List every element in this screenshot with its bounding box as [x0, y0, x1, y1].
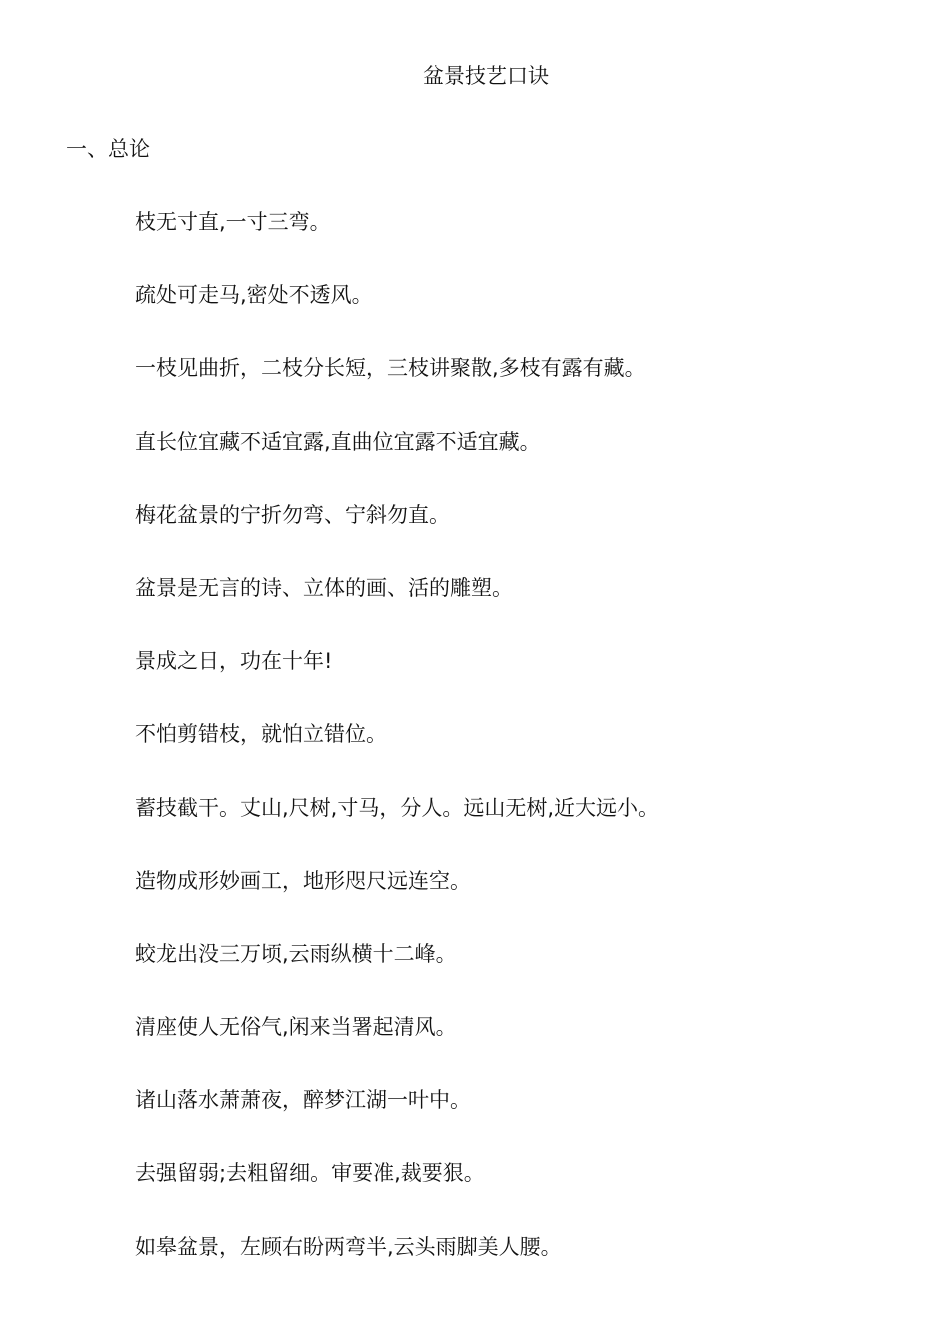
- verse-line: 清座使人无俗气,闲来当署起清风。: [135, 1015, 457, 1040]
- verse-line: 如皋盆景，左顾右盼两弯半,云头雨脚美人腰。: [135, 1234, 562, 1259]
- verse-line: 去强留弱;去粗留细。审要准,裁要狠。: [135, 1161, 485, 1186]
- verse-list: [135, 208, 659, 1306]
- verse-line: 枝无寸直,一寸三弯。: [135, 210, 331, 234]
- verse-line: 疏处可走马,密处不透风。: [135, 283, 373, 308]
- verse-line: 直长位宜藏不适宜露,直曲位宜露不适宜藏。: [135, 429, 541, 454]
- document-title: 盆景技艺口诀: [423, 64, 549, 88]
- verse-line: 一枝见曲折，二枝分长短，三枝讲聚散,多枝有露有藏。: [135, 356, 646, 381]
- verse-line: 蓄技截干。丈山,尺树,寸马，分人。远山无树,近大远小。: [135, 795, 660, 820]
- verse-line: 蛟龙出没三万顷,云雨纵横十二峰。: [135, 941, 457, 966]
- verse-line: 景成之日，功在十年!: [135, 649, 333, 674]
- verse-line: 不怕剪错枝，就怕立错位。: [135, 722, 387, 747]
- verse-line: 梅花盆景的宁折勿弯、宁斜勿直。: [135, 502, 450, 527]
- section-heading: 一、总论: [66, 137, 150, 161]
- verse-line: 诸山落水萧萧夜，醉梦江湖一叶中。: [135, 1088, 471, 1113]
- verse-line: 盆景是无言的诗、立体的画、活的雕塑。: [135, 575, 513, 600]
- verse-line: 造物成形妙画工，地形咫尺远连空。: [135, 868, 471, 893]
